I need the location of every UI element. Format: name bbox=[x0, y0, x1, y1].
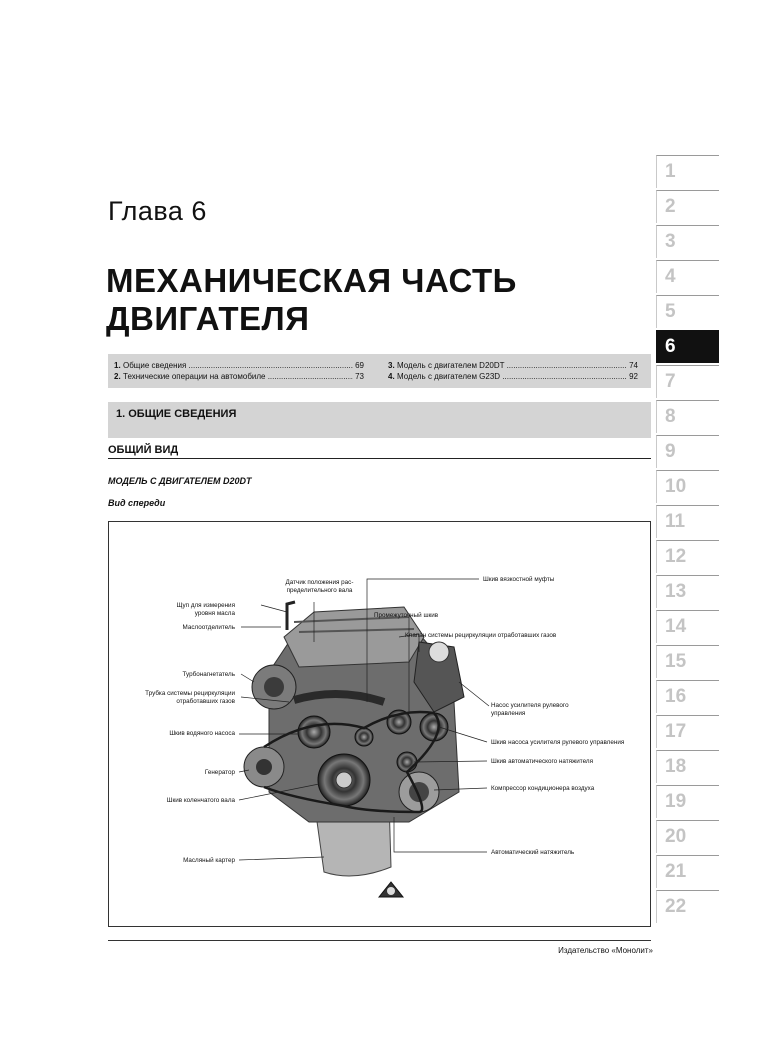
tab-label: 10 bbox=[665, 476, 687, 497]
section-heading: 1. ОБЩИЕ СВЕДЕНИЯ bbox=[116, 408, 237, 420]
tab-label: 22 bbox=[665, 896, 687, 917]
tab-label: 13 bbox=[665, 581, 687, 602]
label-dipstick: Щуп для измерения уровня масла bbox=[176, 602, 235, 617]
chapter-tab[interactable] bbox=[656, 645, 719, 678]
chapter-tab[interactable] bbox=[656, 715, 719, 748]
tab-label: 18 bbox=[665, 756, 687, 777]
toc-num: 4. bbox=[388, 372, 395, 381]
label-auto-tensioner: Автоматический натяжитель bbox=[491, 849, 575, 856]
label-cam-sensor: Датчик положения рас- пределительного вала bbox=[285, 579, 354, 594]
label-egr-tube: Трубка системы рециркуляции отработавших газов bbox=[145, 690, 235, 705]
tab-label: 5 bbox=[665, 301, 676, 322]
toc-title: Технические операции на автомобиле ..... bbox=[123, 372, 353, 381]
footer-rule bbox=[108, 940, 651, 941]
toc-num: 3. bbox=[388, 361, 395, 370]
title-line-1: МЕХАНИЧЕСКАЯ ЧАСТЬ bbox=[106, 262, 517, 299]
toc-item[interactable] bbox=[114, 372, 364, 381]
subheading: ОБЩИЙ ВИД bbox=[108, 444, 179, 456]
section-bar bbox=[108, 402, 651, 438]
tab-label: 17 bbox=[665, 721, 687, 742]
page-title bbox=[106, 262, 517, 338]
chapter-tab[interactable] bbox=[656, 575, 719, 608]
toc-page: 92 bbox=[629, 372, 638, 381]
tab-label: 1 bbox=[665, 161, 676, 182]
chapter-tab[interactable] bbox=[656, 400, 719, 433]
toc-item[interactable] bbox=[114, 361, 364, 370]
chapter-tab[interactable] bbox=[656, 680, 719, 713]
tab-label: 6 bbox=[665, 336, 676, 357]
tab-label: 11 bbox=[665, 511, 686, 532]
label-egr-valve: Клапан системы рециркуляции отработавших газов bbox=[405, 632, 557, 639]
label-oil-pan: Масляный картер bbox=[183, 857, 235, 864]
label-crank-pulley: Шкив коленчатого вала bbox=[166, 797, 235, 804]
tab-label: 20 bbox=[665, 826, 687, 847]
tab-label: 16 bbox=[665, 686, 687, 707]
tab-label: 12 bbox=[665, 546, 687, 567]
chapter-tab-active[interactable] bbox=[656, 330, 719, 363]
toc-page: 69 bbox=[355, 361, 364, 370]
chapter-label: Глава 6 bbox=[108, 196, 207, 226]
tab-label: 4 bbox=[665, 266, 676, 287]
chapter-tab[interactable] bbox=[656, 260, 719, 293]
label-oil-separator: Маслоотделитель bbox=[182, 624, 235, 631]
subheading-rule bbox=[108, 458, 651, 459]
tab-label: 19 bbox=[665, 791, 687, 812]
toc-page: 73 bbox=[355, 372, 364, 381]
toc-title: Модель с двигателем G23D ..... bbox=[397, 372, 627, 381]
chapter-tab[interactable] bbox=[656, 295, 719, 328]
tab-label: 15 bbox=[665, 651, 687, 672]
tab-label: 8 bbox=[665, 406, 676, 427]
chapter-tab[interactable] bbox=[656, 190, 719, 223]
chapter-tab[interactable] bbox=[656, 505, 719, 538]
toc-item[interactable] bbox=[388, 372, 638, 381]
chapter-tab[interactable] bbox=[656, 435, 719, 468]
tab-label: 14 bbox=[665, 616, 687, 637]
chapter-tab[interactable] bbox=[656, 470, 719, 503]
label-water-pump-pulley: Шкив водяного насоса bbox=[169, 730, 235, 737]
chapter-tab[interactable] bbox=[656, 365, 719, 398]
label-turbo: Турбонагнетатель bbox=[182, 671, 235, 678]
engine-illustration bbox=[109, 522, 650, 926]
toc-title: Общие сведения ..... bbox=[123, 361, 353, 370]
tab-label: 9 bbox=[665, 441, 676, 462]
toc-page: 74 bbox=[629, 361, 638, 370]
toc-item[interactable] bbox=[388, 361, 638, 370]
chapter-tab[interactable] bbox=[656, 540, 719, 573]
chapter-tab[interactable] bbox=[656, 155, 719, 188]
publisher-footer: Издательство «Монолит» bbox=[558, 946, 653, 955]
tab-label: 21 bbox=[665, 861, 687, 882]
engine-figure bbox=[108, 521, 651, 927]
label-ps-pump-pulley: Шкив насоса усилителя рулевого управления bbox=[491, 739, 625, 746]
label-viscous-pulley: Шкив вязкостной муфты bbox=[483, 576, 555, 583]
chapter-tab[interactable] bbox=[656, 750, 719, 783]
label-ps-pump: Насос усилителя рулевого управления bbox=[491, 702, 569, 717]
toc-num: 1. bbox=[114, 361, 121, 370]
table-of-contents bbox=[108, 354, 651, 388]
chapter-tab[interactable] bbox=[656, 855, 719, 888]
tab-label: 2 bbox=[665, 196, 676, 217]
view-heading: Вид спереди bbox=[108, 498, 166, 508]
toc-title: Модель с двигателем D20DT ..... bbox=[397, 361, 627, 370]
label-ac-compressor: Компрессор кондиционера воздуха bbox=[491, 785, 595, 792]
tab-label: 7 bbox=[665, 371, 676, 392]
label-idler-pulley: Промежуточный шкив bbox=[374, 612, 439, 619]
chapter-tab[interactable] bbox=[656, 610, 719, 643]
chapter-tab[interactable] bbox=[656, 785, 719, 818]
label-generator: Генератор bbox=[204, 769, 235, 776]
model-heading: МОДЕЛЬ С ДВИГАТЕЛЕМ D20DT bbox=[108, 476, 252, 486]
label-auto-tensioner-pulley: Шкив автоматического натяжителя bbox=[491, 758, 593, 765]
tab-label: 3 bbox=[665, 231, 676, 252]
title-line-2: ДВИГАТЕЛЯ bbox=[106, 300, 310, 337]
chapter-tab[interactable] bbox=[656, 890, 719, 923]
chapter-tab[interactable] bbox=[656, 225, 719, 258]
toc-num: 2. bbox=[114, 372, 121, 381]
chapter-tab[interactable] bbox=[656, 820, 719, 853]
